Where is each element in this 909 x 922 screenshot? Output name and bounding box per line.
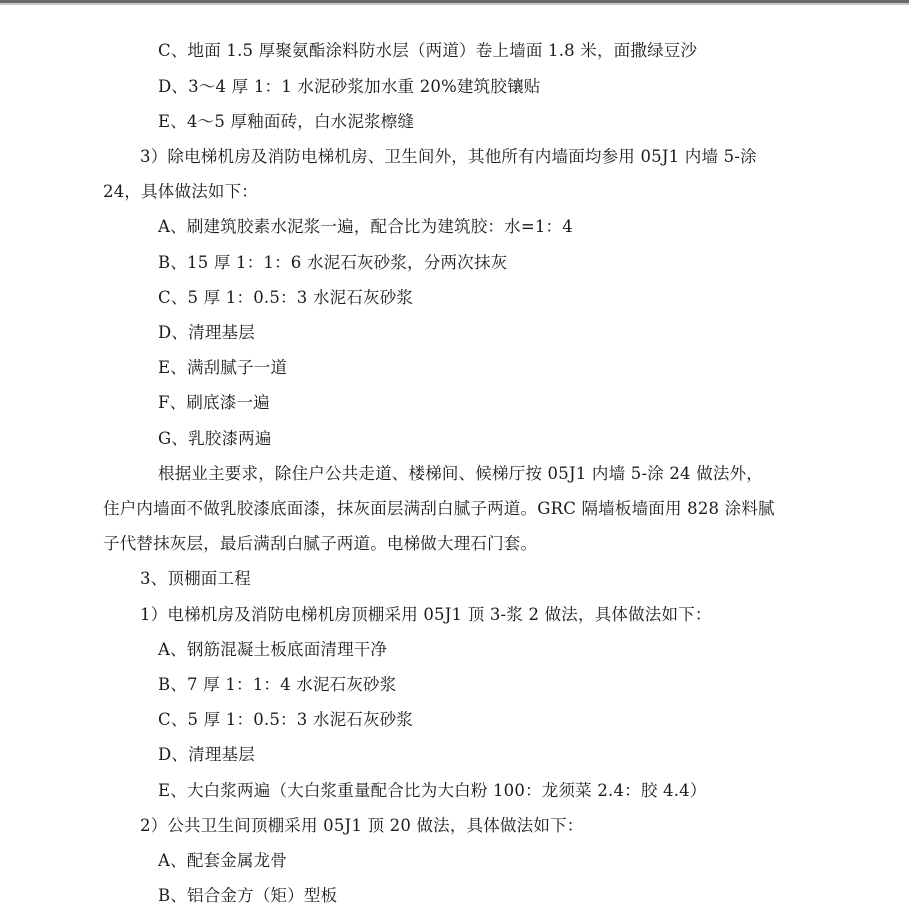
section-heading: 3、顶棚面工程	[140, 569, 251, 588]
paragraph-line: 3）除电梯机房及消防电梯机房、卫生间外，其他所有内墙面均参用 05J1 内墙 5-涂	[140, 147, 757, 166]
paragraph-line: 根据业主要求，除住户公共走道、楼梯间、候梯厅按 05J1 内墙 5-涂 24 做法外，	[158, 464, 764, 483]
paragraph-line: A、钢筋混凝土板底面清理干净	[158, 640, 388, 659]
paragraph-line: C、地面 1.5 厚聚氨酯涂料防水层（两道）卷上墙面 1.8 米，面撒绿豆沙	[158, 41, 698, 60]
paragraph-line: D、清理基层	[158, 323, 255, 342]
paragraph-line: D、3～4 厚 1：1 水泥砂浆加水重 20%建筑胶镶贴	[158, 77, 541, 96]
paragraph-line: C、5 厚 1：0.5：3 水泥石灰砂浆	[158, 710, 414, 729]
paragraph-line: 子代替抹灰层，最后满刮白腻子两道。电梯做大理石门套。	[103, 534, 538, 553]
paragraph-line: D、清理基层	[158, 745, 255, 764]
paragraph-line: G、乳胶漆两遍	[158, 429, 272, 448]
paragraph-line: F、刷底漆一遍	[158, 393, 270, 412]
paragraph-line: 1）电梯机房及消防电梯机房顶棚采用 05J1 顶 3-浆 2 做法，具体做法如下：	[140, 605, 712, 624]
paragraph-line: B、15 厚 1：1：6 水泥石灰砂浆，分两次抹灰	[158, 253, 508, 272]
paragraph-line: 24，具体做法如下：	[103, 182, 258, 201]
paragraph-line: E、大白浆两遍（大白浆重量配合比为大白粉 100：龙须菜 2.4：胶 4.4）	[158, 781, 707, 800]
paragraph-line: B、铝合金方（矩）型板	[158, 886, 338, 905]
paragraph-line: A、刷建筑胶素水泥浆一遍，配合比为建筑胶：水=1：4	[158, 217, 573, 236]
paragraph-line: E、满刮腻子一道	[158, 358, 288, 377]
paragraph-line: 住户内墙面不做乳胶漆底面漆，抹灰面层满刮白腻子两道。GRC 隔墙板墙面用 828 涂料腻	[103, 499, 775, 518]
paragraph-line: B、7 厚 1：1：4 水泥石灰砂浆	[158, 675, 397, 694]
paragraph-line: 2）公共卫生间顶棚采用 05J1 顶 20 做法，具体做法如下：	[140, 816, 584, 835]
paragraph-line: E、4～5 厚釉面砖，白水泥浆檫缝	[158, 112, 415, 131]
paragraph-line: C、5 厚 1：0.5：3 水泥石灰砂浆	[158, 288, 414, 307]
paragraph-line: A、配套金属龙骨	[158, 851, 288, 870]
